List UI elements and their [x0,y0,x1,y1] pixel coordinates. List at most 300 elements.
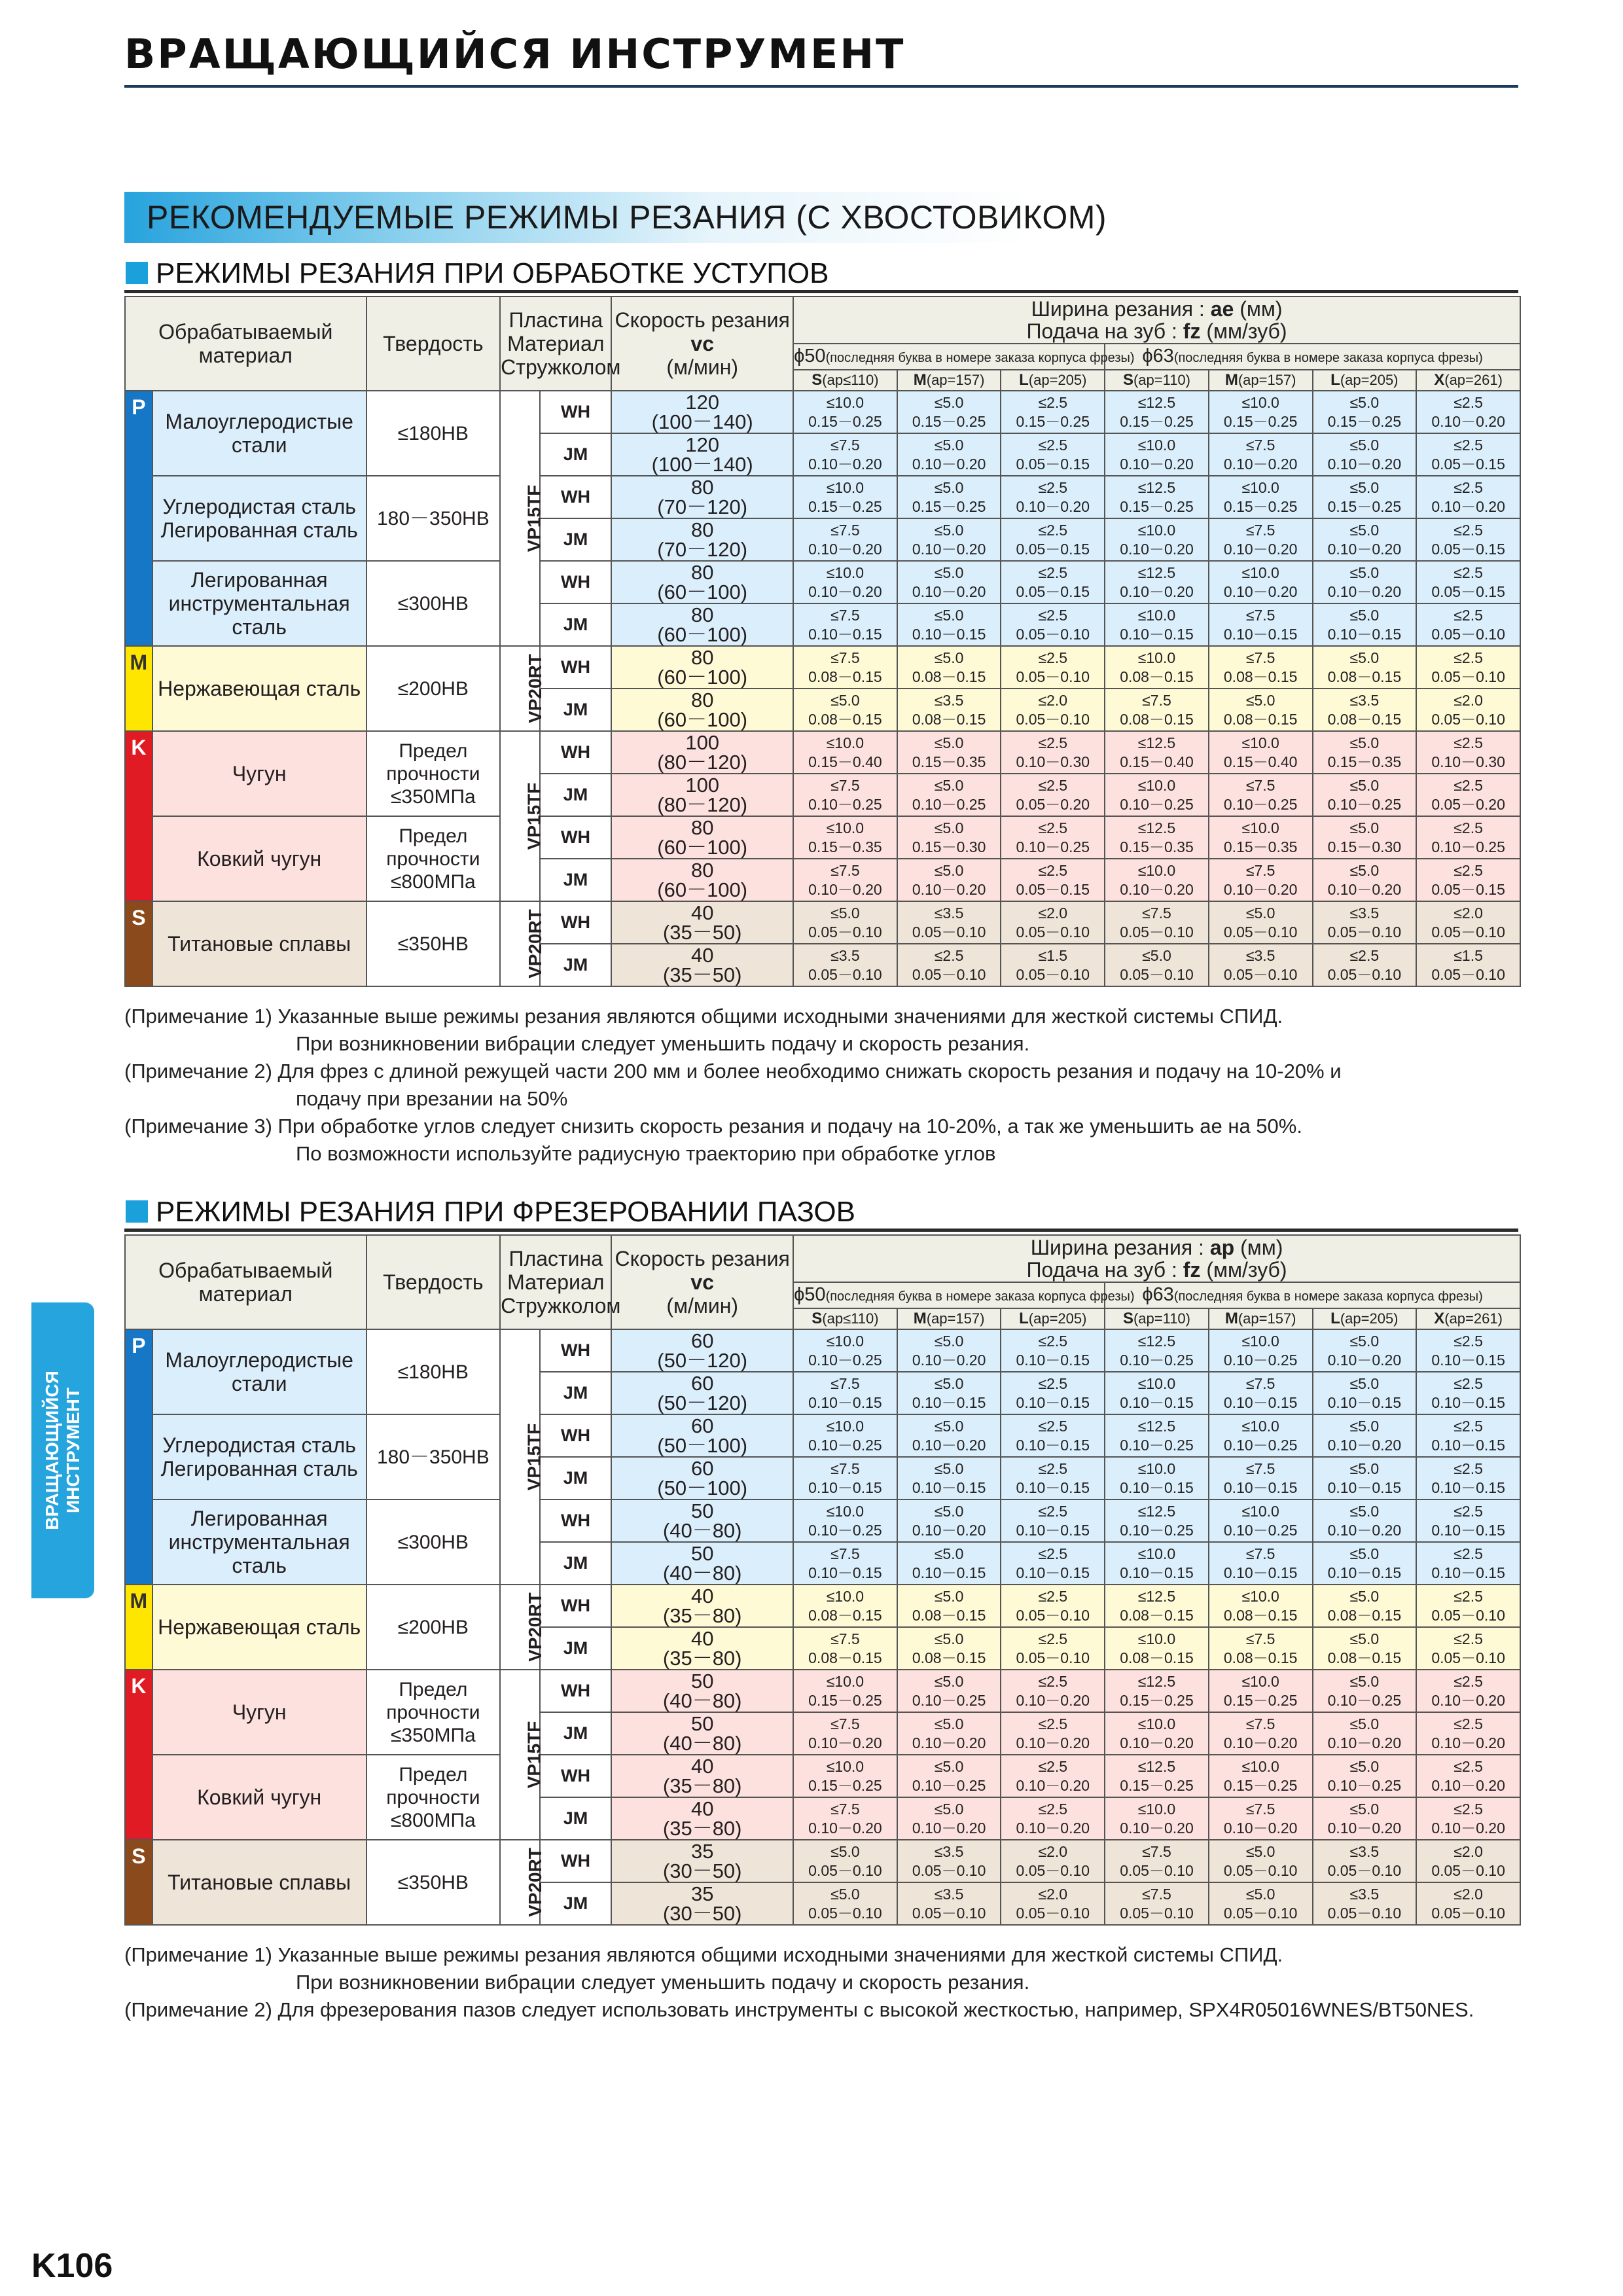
data-cell [1209,689,1313,731]
cutting-speed-value: 40 [690,943,714,967]
feed-value: 0.10－0.30 [1431,753,1505,770]
cutting-speed [611,1627,793,1670]
size-letter: S [812,1310,823,1327]
chipbreaker: WH [540,391,612,433]
width-value: ≤10.0 [1137,649,1176,666]
feed-value: 0.08－0.15 [1223,710,1298,728]
width-value: ≤10.0 [1137,521,1176,539]
insert-grade-label: VP15TF [524,1423,544,1491]
feed-value: 0.10－0.15 [1431,1479,1505,1496]
data-cell [1209,1329,1313,1372]
feed-value: 0.10－0.20 [1327,583,1402,600]
feed-value: 0.08－0.15 [1120,668,1194,685]
data-cell [1105,731,1209,774]
feed-value: 0.10－0.15 [1327,625,1402,643]
feed-value: 0.10－0.20 [912,583,986,600]
width-value: ≤5.0 [934,1587,964,1605]
feed-value: 0.10－0.25 [1327,1691,1402,1709]
cutting-speed-value: 120 [685,390,720,414]
table-row [125,816,1520,859]
width-value: ≤5.0 [934,1417,964,1435]
cutting-speed [611,603,793,646]
hardness-value: 180－350HB [366,476,501,561]
data-cell [1416,1627,1520,1670]
data-cell [1105,1882,1209,1925]
data-cell [1416,1542,1520,1585]
data-cell [897,1712,1001,1755]
width-value: ≤2.5 [1454,1800,1483,1818]
data-cell [1416,1372,1520,1414]
cutting-speed-range: (35－50) [662,963,742,986]
feed-value: 0.05－0.10 [912,1904,986,1922]
width-value: ≤3.5 [1349,1885,1380,1903]
cutting-speed-range: (70－120) [657,537,748,561]
width-value: ≤2.5 [1038,436,1068,454]
width-value: ≤2.5 [1038,1374,1068,1392]
header-size-1 [897,370,1001,391]
width-value: ≤10.0 [1241,1672,1279,1690]
cutting-speed-value: 35 [690,1839,714,1863]
table-row [125,1585,1520,1627]
width-value: ≤10.0 [826,734,865,751]
feed-value: 0.05－0.10 [1016,710,1090,728]
section-banner [124,192,1518,243]
feed-value: 0.10－0.20 [1223,540,1298,558]
size-letter: X [1434,1310,1445,1327]
feed-value: 0.15－0.30 [1327,838,1402,855]
table-row [125,561,1520,603]
width-value: ≤10.0 [1241,734,1279,751]
data-cell [1209,859,1313,901]
data-cell [897,1499,1001,1542]
data-cell [1001,816,1105,859]
feed-value: 0.10－0.20 [912,880,986,898]
data-cell [1313,859,1417,901]
feed-value: 0.15－0.25 [808,1776,882,1794]
feed-value: 0.05－0.10 [1223,923,1298,941]
feed-value: 0.10－0.15 [1120,1479,1194,1496]
data-cell [1416,1457,1520,1499]
data-cell [1313,944,1417,986]
chipbreaker: JM [540,774,612,816]
header-material [125,296,366,391]
cutting-speed-range: (30－50) [662,1901,742,1925]
cutting-speed-range: (60－100) [657,665,748,689]
header-size-1 [897,1308,1001,1329]
feed-value: 0.15－0.25 [808,412,882,430]
header-feed-unit: (мм/зуб) [1206,319,1287,343]
insert-grade [500,901,546,986]
width-value: ≤7.5 [830,436,860,454]
data-cell [793,944,897,986]
material-name: Легированная инструментальная сталь [152,561,366,646]
feed-value: 0.15－0.35 [808,838,882,855]
data-cell [1209,1457,1313,1499]
chipbreaker: WH [540,646,612,689]
width-value: ≤10.0 [1137,1374,1176,1392]
material-name: Углеродистая сталь Легированная сталь [152,476,366,561]
insert-grade [500,646,546,731]
insert-grade-label: VP20RT [525,1848,546,1917]
cutting-speed-range: (60－100) [657,580,748,603]
feed-value: 0.10－0.15 [1431,1521,1505,1539]
width-value: ≤3.5 [1245,946,1275,964]
width-value: ≤5.0 [1142,946,1171,964]
feed-value: 0.10－0.25 [1223,795,1298,813]
cutting-speed-range: (60－100) [657,622,748,646]
width-value: ≤12.5 [1137,1417,1176,1435]
chipbreaker: JM [540,433,612,476]
width-value: ≤2.5 [1454,478,1483,496]
diameter-63-label: ϕ63 [1142,345,1174,367]
data-cell [793,518,897,561]
width-value: ≤2.0 [1038,691,1068,709]
insert-grade-label: VP20RT [525,1592,546,1662]
hardness-value: ≤180HB [366,391,501,476]
feed-value: 0.10－0.25 [808,795,882,813]
width-value: ≤5.0 [1245,1842,1275,1860]
feed-value: 0.05－0.10 [1016,1606,1090,1624]
data-cell [1001,476,1105,518]
width-value: ≤12.5 [1137,1332,1176,1350]
chipbreaker: WH [540,1499,612,1542]
feed-value: 0.10－0.20 [1223,583,1298,600]
width-value: ≤2.5 [1454,819,1483,836]
width-value: ≤5.0 [934,1715,964,1732]
data-cell [793,476,897,518]
width-value: ≤3.5 [934,1885,964,1903]
header-hardness-label: Твердость [383,1270,484,1294]
feed-value: 0.10－0.15 [1016,1521,1090,1539]
data-cell [1416,1499,1520,1542]
data-cell [1209,1542,1313,1585]
size-letter: L [1330,371,1340,389]
cutting-speed-range: (80－120) [657,793,748,816]
cutting-speed-range: (70－120) [657,495,748,518]
feed-value: 0.08－0.15 [1327,1649,1402,1666]
width-value: ≤7.5 [830,861,860,879]
data-cell [793,1670,897,1712]
data-cell [1209,433,1313,476]
cutting-speed [611,1755,793,1797]
feed-value: 0.10－0.15 [1223,1393,1298,1411]
width-value: ≤3.5 [934,904,964,922]
cutting-speed-range: (50－100) [657,1476,748,1499]
width-value: ≤10.0 [1137,1800,1176,1818]
note-line-continued: подачу при врезании на 50% [296,1087,568,1110]
section-title-text: РЕЖИМЫ РЕЗАНИЯ ПРИ ФРЕЗЕРОВАНИИ ПАЗОВ [156,1196,855,1228]
width-value: ≤5.0 [1349,1460,1380,1477]
data-cell [1313,433,1417,476]
header-hardness-label: Твердость [383,332,484,355]
cutting-speed-value: 40 [690,1626,714,1650]
feed-value: 0.10－0.20 [1223,1819,1298,1837]
feed-value: 0.10－0.20 [912,1734,986,1751]
feed-value: 0.10－0.20 [1016,1776,1090,1794]
feed-value: 0.05－0.10 [1431,923,1505,941]
cutting-speed-value: 80 [690,518,714,541]
width-value: ≤10.0 [1137,1630,1176,1647]
data-cell [1105,1372,1209,1414]
feed-value: 0.15－0.25 [1120,1776,1194,1794]
feed-value: 0.05－0.10 [1120,1904,1194,1922]
feed-value: 0.05－0.10 [1016,965,1090,983]
width-value: ≤5.0 [934,1672,964,1690]
feed-value: 0.05－0.10 [1431,668,1505,685]
cutting-speed [611,1882,793,1925]
width-value: ≤1.5 [1038,946,1068,964]
iso-badge-p: P [125,391,152,646]
width-value: ≤2.5 [1038,819,1068,836]
section-title-slot [124,1195,1518,1229]
data-cell [793,1329,897,1372]
feed-value: 0.10－0.25 [808,1521,882,1539]
header-speed [611,296,793,391]
iso-badge-p: P [125,1329,152,1585]
feed-value: 0.10－0.20 [808,455,882,473]
width-value: ≤7.5 [1142,904,1171,922]
data-cell [1105,518,1209,561]
width-value: ≤7.5 [830,1545,860,1562]
iso-badge-k: K [125,731,152,901]
feed-value: 0.05－0.10 [1327,965,1402,983]
data-cell [793,901,897,944]
width-value: ≤10.0 [826,1757,865,1775]
feed-value: 0.15－0.30 [912,838,986,855]
hardness-value: ≤350HB [366,901,501,986]
data-cell [793,1499,897,1542]
data-cell [1001,1797,1105,1840]
cutting-speed-value: 40 [690,1797,714,1820]
feed-value: 0.10－0.20 [1016,497,1090,515]
width-value: ≤5.0 [1349,776,1380,794]
width-value: ≤10.0 [826,1332,865,1350]
feed-value: 0.15－0.25 [912,412,986,430]
cutting-speed [611,1797,793,1840]
header-size-5 [1313,1308,1417,1329]
data-cell [1416,476,1520,518]
size-letter: S [812,371,823,389]
data-cell [1001,1457,1105,1499]
chipbreaker: WH [540,1755,612,1797]
width-value: ≤5.0 [1245,1885,1275,1903]
data-cell [1001,1840,1105,1882]
width-value: ≤5.0 [1349,1545,1380,1562]
hardness-value: ≤350HB [366,1840,501,1925]
feed-value: 0.08－0.15 [912,710,986,728]
data-cell [1105,391,1209,433]
data-cell [897,603,1001,646]
section-square-icon [126,262,148,284]
feed-value: 0.05－0.10 [912,965,986,983]
data-cell [793,731,897,774]
width-value: ≤5.0 [934,776,964,794]
data-cell [1001,646,1105,689]
data-cell [1416,1670,1520,1712]
size-ap: (ap=157) [926,372,985,388]
feed-value: 0.05－0.10 [912,1861,986,1879]
feed-value: 0.05－0.10 [808,965,882,983]
data-cell [793,774,897,816]
header-width-symbol: ap [1209,1236,1235,1259]
width-value: ≤5.0 [1349,1374,1380,1392]
data-cell [1209,1585,1313,1627]
width-value: ≤7.5 [1245,1800,1275,1818]
width-value: ≤5.0 [934,1545,964,1562]
feed-value: 0.15－0.25 [1223,412,1298,430]
header-hardness [366,296,501,391]
width-value: ≤12.5 [1137,1502,1176,1520]
feed-value: 0.05－0.10 [1223,965,1298,983]
cutting-speed-range: (50－120) [657,1348,748,1372]
width-value: ≤7.5 [1245,1630,1275,1647]
insert-grade [500,1329,544,1585]
cutting-speed [611,689,793,731]
data-cell [1105,944,1209,986]
header-size-6 [1416,1308,1520,1329]
iso-badge-m: M [125,1585,152,1670]
insert-grade-label: VP15TF [524,782,544,850]
width-value: ≤5.0 [1349,819,1380,836]
insert-grade [500,391,544,646]
feed-value: 0.08－0.15 [1223,1649,1298,1666]
data-cell [1105,901,1209,944]
data-cell [1416,1712,1520,1755]
chipbreaker: WH [540,901,612,944]
data-cell [897,859,1001,901]
header-size-2 [1001,1308,1105,1329]
width-value: ≤12.5 [1137,393,1176,411]
table-row [125,391,1520,433]
width-value: ≤5.0 [1349,1332,1380,1350]
feed-value: 0.15－0.25 [1223,497,1298,515]
data-cell [1313,689,1417,731]
width-value: ≤2.5 [1454,1715,1483,1732]
data-cell [1105,476,1209,518]
feed-value: 0.10－0.15 [1431,1564,1505,1581]
hardness-value: ≤200HB [366,1585,501,1670]
size-ap: (ap=261) [1444,1310,1503,1327]
cutting-speed [611,774,793,816]
banner-title: РЕКОМЕНДУЕМЫЕ РЕЖИМЫ РЕЗАНИЯ (С ХВОСТОВИКОМ) [147,199,1107,236]
width-value: ≤10.0 [826,478,865,496]
header-speed-vc: vc [690,1270,714,1294]
size-letter: M [1224,1310,1238,1327]
cutting-speed-range: (60－100) [657,835,748,859]
note-line-continued: При возникновении вибрации следует уменьшить подачу и скорость резания. [296,1971,1030,1994]
feed-value: 0.10－0.25 [808,1351,882,1369]
hardness-value: Предел прочности ≤800МПа [366,1755,501,1840]
width-value: ≤2.0 [1454,691,1483,709]
cutting-speed-range: (80－120) [657,750,748,774]
width-value: ≤2.5 [1454,1757,1483,1775]
table-row [125,1840,1520,1882]
table-row [125,731,1520,774]
feed-value: 0.15－0.35 [912,753,986,770]
header-size-3 [1105,1308,1209,1329]
width-value: ≤7.5 [830,1460,860,1477]
data-cell [1001,689,1105,731]
width-value: ≤2.5 [1038,1460,1068,1477]
feed-value: 0.10－0.15 [1431,1436,1505,1454]
width-value: ≤2.5 [1038,1502,1068,1520]
width-value: ≤10.0 [1241,819,1279,836]
width-value: ≤5.0 [1349,1800,1380,1818]
diameter-50-note: (последняя буква в номере заказа корпуса фрезы) [825,1289,1135,1304]
feed-value: 0.10－0.20 [912,540,986,558]
data-cell [897,774,1001,816]
side-tab[interactable] [31,1302,94,1598]
cutting-speed [611,1499,793,1542]
feed-value: 0.15－0.25 [1327,497,1402,515]
feed-value: 0.15－0.25 [912,497,986,515]
width-value: ≤5.0 [934,521,964,539]
header-size-3 [1105,370,1209,391]
cutting-speed-range: (40－80) [662,1689,742,1712]
header-feed-label: Подача на зуб : [1026,1258,1177,1282]
header-feed-label: Подача на зуб : [1026,319,1177,343]
material-name: Ковкий чугун [152,1755,366,1840]
width-value: ≤7.5 [830,776,860,794]
chipbreaker: JM [540,1712,612,1755]
size-letter: M [1224,371,1238,389]
feed-value: 0.05－0.10 [1120,1861,1194,1879]
chipbreaker: JM [540,689,612,731]
width-value: ≤2.5 [1038,1800,1068,1818]
data-cell [793,1797,897,1840]
data-cell [1209,561,1313,603]
feed-value: 0.15－0.35 [1327,753,1402,770]
data-cell [793,1755,897,1797]
chipbreaker: WH [540,561,612,603]
material-name: Титановые сплавы [152,1840,366,1925]
header-hardness [366,1235,501,1329]
feed-value: 0.10－0.15 [808,1393,882,1411]
feed-value: 0.10－0.20 [1120,540,1194,558]
feed-value: 0.10－0.25 [1431,838,1505,855]
cutting-speed-range: (100－140) [651,452,753,476]
chipbreaker: JM [540,518,612,561]
data-cell [1209,476,1313,518]
data-cell [1105,1329,1209,1372]
width-value: ≤3.5 [830,946,860,964]
width-value: ≤2.5 [1454,1417,1483,1435]
data-cell [1105,1840,1209,1882]
feed-value: 0.10－0.15 [1016,1564,1090,1581]
width-value: ≤10.0 [1137,1545,1176,1562]
width-value: ≤10.0 [1241,478,1279,496]
data-cell [1209,1882,1313,1925]
feed-value: 0.15－0.25 [1120,412,1194,430]
width-value: ≤5.0 [1349,1502,1380,1520]
width-value: ≤2.5 [1038,1757,1068,1775]
chipbreaker: WH [540,476,612,518]
cutting-speed-value: 80 [690,475,714,499]
diameter-50-label: ϕ50 [794,345,826,367]
feed-value: 0.15－0.35 [1120,838,1194,855]
data-cell [1313,901,1417,944]
feed-value: 0.10－0.20 [808,1819,882,1837]
feed-value: 0.10－0.20 [1431,1819,1505,1837]
data-cell [897,1797,1001,1840]
data-cell [1313,518,1417,561]
width-value: ≤5.0 [1349,1715,1380,1732]
feed-value: 0.10－0.20 [808,1734,882,1751]
feed-value: 0.15－0.25 [808,1691,882,1709]
data-cell [897,433,1001,476]
cutting-speed [611,476,793,518]
header-material-label: Обрабатываемый материал [158,320,333,367]
